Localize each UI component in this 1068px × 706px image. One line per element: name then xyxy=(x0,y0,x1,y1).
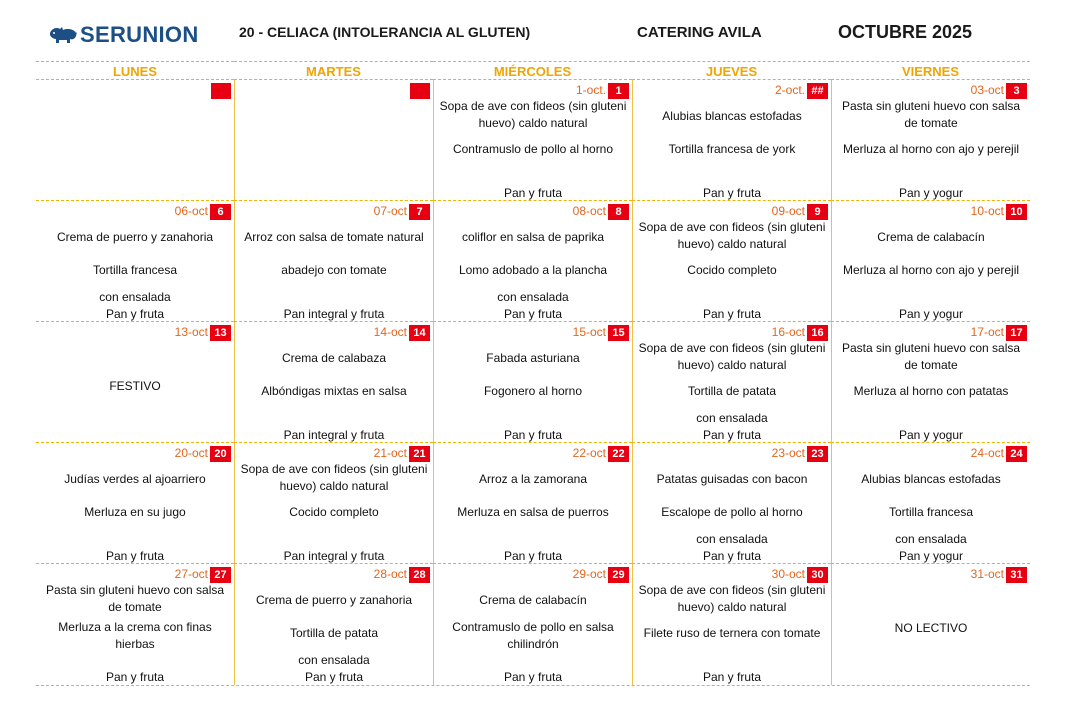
date-number-badge: 28 xyxy=(409,567,430,583)
date-number-badge: 13 xyxy=(210,325,231,341)
date-number-badge: 27 xyxy=(210,567,231,583)
second-course: Filete ruso de ternera con tomate xyxy=(643,626,821,640)
first-course: Pasta sin gluteni huevo con salsa de tomate xyxy=(841,99,1021,130)
first-course: Patatas guisadas con bacon xyxy=(656,472,808,486)
date-label: 15-oct xyxy=(572,325,606,339)
date-marker xyxy=(573,324,629,341)
date-number-badge: 24 xyxy=(1006,446,1027,462)
date-number-badge: 29 xyxy=(608,567,629,583)
date-number-badge: 21 xyxy=(409,446,430,462)
day-cell xyxy=(831,321,1030,442)
first-course: Judías verdes al ajoarriero xyxy=(64,472,206,486)
day-cell xyxy=(234,321,433,442)
first-course: Alubias blancas estofadas xyxy=(861,472,1001,486)
day-cell xyxy=(433,200,632,321)
second-course: Fogonero al horno xyxy=(483,384,583,398)
date-marker xyxy=(971,324,1027,341)
date-number-badge: 8 xyxy=(608,204,629,220)
date-number-badge: 1 xyxy=(608,83,629,99)
day-cell xyxy=(632,442,831,563)
first-course: Crema de calabaza xyxy=(281,351,387,365)
date-marker xyxy=(772,445,828,462)
date-number-badge: 30 xyxy=(807,567,828,583)
date-label: 27-oct xyxy=(174,567,208,581)
date-number-badge: 3 xyxy=(1006,83,1027,99)
second-course: abadejo con tomate xyxy=(281,263,387,277)
bull-logo-icon xyxy=(48,24,78,46)
side-dish: con ensalada xyxy=(99,290,171,304)
day-header-1: MARTES xyxy=(234,61,433,79)
date-number-badge: 23 xyxy=(807,446,828,462)
date-marker xyxy=(971,203,1027,220)
day-header-4: VIERNES xyxy=(831,61,1030,79)
dessert-bread: Pan y fruta xyxy=(702,549,762,563)
date-number-badge: 6 xyxy=(210,204,231,220)
second-course: Tortilla de patata xyxy=(687,384,777,398)
menu-title: 20 - CELIACA (INTOLERANCIA AL GLUTEN) xyxy=(239,24,531,40)
side-dish: con ensalada xyxy=(298,653,370,667)
second-course: Merluza al horno con ajo y perejil xyxy=(842,263,1020,277)
date-marker xyxy=(175,203,231,220)
date-label: 23-oct xyxy=(771,446,805,460)
second-course: Merluza a la crema con finas hierbas xyxy=(58,620,212,651)
date-number-badge: 31 xyxy=(1006,567,1027,583)
second-course: Tortilla francesa xyxy=(888,505,974,519)
date-marker xyxy=(772,324,828,341)
date-label: 14-oct xyxy=(373,325,407,339)
date-marker xyxy=(374,566,430,583)
second-course: Merluza al horno con ajo y perejil xyxy=(842,142,1020,156)
date-marker xyxy=(573,566,629,583)
second-course: Contramuslo de pollo al horno xyxy=(452,142,614,156)
date-label: 17-oct xyxy=(970,325,1004,339)
date-number-badge: 9 xyxy=(807,204,828,220)
first-course: Arroz a la zamorana xyxy=(478,472,588,486)
day-cell xyxy=(234,442,433,563)
first-course: Sopa de ave con fideos (sin gluteni huevo) caldo natural xyxy=(638,220,826,251)
date-number-badge: 17 xyxy=(1006,325,1027,341)
first-course: Fabada asturiana xyxy=(486,351,580,365)
dessert-bread: Pan y yogur xyxy=(898,428,964,442)
date-label: 22-oct xyxy=(572,446,606,460)
date-label: 1-oct. xyxy=(575,83,606,97)
second-course: Cocido completo xyxy=(687,263,777,277)
dessert-bread: Pan y fruta xyxy=(702,307,762,321)
second-course: Tortilla francesa xyxy=(92,263,178,277)
date-marker xyxy=(573,203,629,220)
brand-logo xyxy=(48,22,199,48)
closure-note: FESTIVO xyxy=(109,379,161,393)
second-course: Contramuslo de pollo en salsa chilindrón xyxy=(452,620,614,651)
second-course: Lomo adobado a la plancha xyxy=(458,263,608,277)
dessert-bread: Pan y fruta xyxy=(503,549,563,563)
second-course: Albóndigas mixtas en salsa xyxy=(261,384,407,398)
date-marker xyxy=(374,445,430,462)
day-header-3: JUEVES xyxy=(632,61,831,79)
date-number-badge: 15 xyxy=(608,325,629,341)
date-marker xyxy=(374,203,430,220)
day-cell xyxy=(632,563,831,685)
date-number-badge: 20 xyxy=(210,446,231,462)
day-cell xyxy=(36,321,234,442)
second-course: Tortilla francesa de york xyxy=(668,142,796,156)
day-cell xyxy=(831,442,1030,563)
second-course: Cocido completo xyxy=(289,505,379,519)
day-cell xyxy=(36,442,234,563)
date-label: 03-oct xyxy=(970,83,1004,97)
empty-date-badge xyxy=(211,83,231,99)
month-title: OCTUBRE 2025 xyxy=(838,22,973,42)
day-cell xyxy=(632,79,831,200)
day-cell xyxy=(234,200,433,321)
side-dish: con ensalada xyxy=(497,290,569,304)
dessert-bread: Pan integral y fruta xyxy=(283,428,385,442)
dessert-bread: Pan y fruta xyxy=(503,428,563,442)
day-cell xyxy=(234,79,433,200)
date-number-badge: 7 xyxy=(409,204,430,220)
first-course: Sopa de ave con fideos (sin gluteni huevo) caldo natural xyxy=(439,99,627,130)
date-marker xyxy=(374,324,430,341)
first-course: Sopa de ave con fideos (sin gluteni huevo) caldo natural xyxy=(638,341,826,372)
day-cell xyxy=(831,79,1030,200)
first-course: Pasta sin gluteni huevo con salsa de tomate xyxy=(45,583,225,614)
dessert-bread: Pan y yogur xyxy=(898,549,964,563)
dessert-bread: Pan y fruta xyxy=(702,186,762,200)
first-course: Crema de puerro y zanahoria xyxy=(255,593,413,607)
date-label: 09-oct xyxy=(771,204,805,218)
brand-name: SERUNION xyxy=(80,22,199,47)
date-label: 29-oct xyxy=(572,567,606,581)
date-label: 16-oct xyxy=(771,325,805,339)
first-course: Arroz con salsa de tomate natural xyxy=(244,230,424,244)
day-cell xyxy=(831,563,1030,685)
date-number-badge: 22 xyxy=(608,446,629,462)
first-course: Crema de puerro y zanahoria xyxy=(56,230,214,244)
date-marker xyxy=(775,82,828,99)
dessert-bread: Pan y yogur xyxy=(898,307,964,321)
date-marker xyxy=(576,82,629,99)
day-cell xyxy=(433,79,632,200)
second-course: Merluza al horno con patatas xyxy=(853,384,1009,398)
closure-note: NO LECTIVO xyxy=(894,621,968,635)
dessert-bread: Pan y fruta xyxy=(702,428,762,442)
first-course: Crema de calabacín xyxy=(877,230,985,244)
date-marker xyxy=(573,445,629,462)
day-cell xyxy=(36,200,234,321)
second-course: Tortilla de patata xyxy=(289,626,379,640)
dessert-bread: Pan y fruta xyxy=(105,307,165,321)
caterer-name: CATERING AVILA xyxy=(637,24,762,41)
day-header-2: MIÉRCOLES xyxy=(433,61,632,79)
date-label: 08-oct xyxy=(572,204,606,218)
day-cell xyxy=(234,563,433,685)
date-marker xyxy=(175,566,231,583)
dessert-bread: Pan y yogur xyxy=(898,186,964,200)
dessert-bread: Pan y fruta xyxy=(105,549,165,563)
date-label: 06-oct xyxy=(174,204,208,218)
dessert-bread: Pan integral y fruta xyxy=(283,549,385,563)
dessert-bread: Pan y fruta xyxy=(702,670,762,684)
second-course: Escalope de pollo al horno xyxy=(661,505,803,519)
second-course: Merluza en su jugo xyxy=(84,505,186,519)
date-marker xyxy=(971,566,1027,583)
date-number-badge: 10 xyxy=(1006,204,1027,220)
dessert-bread: Pan y fruta xyxy=(304,670,364,684)
date-marker xyxy=(410,82,430,99)
first-course: Alubias blancas estofadas xyxy=(662,109,802,123)
date-marker xyxy=(772,566,828,583)
first-course: coliflor en salsa de paprika xyxy=(461,230,605,244)
empty-date-badge xyxy=(410,83,430,99)
side-dish: con ensalada xyxy=(696,532,768,546)
date-marker xyxy=(971,82,1027,99)
second-course: Merluza en salsa de puerros xyxy=(457,505,609,519)
day-header-0: LUNES xyxy=(36,61,234,79)
date-label: 31-oct xyxy=(970,567,1004,581)
date-label: 10-oct xyxy=(970,204,1004,218)
day-cell xyxy=(36,563,234,685)
date-label: 2-oct. xyxy=(774,83,805,97)
side-dish: con ensalada xyxy=(895,532,967,546)
date-label: 28-oct xyxy=(373,567,407,581)
day-cell xyxy=(433,563,632,685)
date-label: 07-oct xyxy=(373,204,407,218)
day-cell xyxy=(632,200,831,321)
date-number-badge: ## xyxy=(807,83,828,99)
dessert-bread: Pan y fruta xyxy=(503,186,563,200)
day-cell xyxy=(831,200,1030,321)
date-marker xyxy=(772,203,828,220)
dessert-bread: Pan integral y fruta xyxy=(283,307,385,321)
dessert-bread: Pan y fruta xyxy=(503,307,563,321)
date-label: 13-oct xyxy=(174,325,208,339)
menu-calendar xyxy=(36,61,1030,686)
day-cell xyxy=(632,321,831,442)
date-label: 24-oct xyxy=(970,446,1004,460)
first-course: Crema de calabacín xyxy=(479,593,587,607)
date-number-badge: 14 xyxy=(409,325,430,341)
date-marker xyxy=(175,445,231,462)
date-number-badge: 16 xyxy=(807,325,828,341)
day-cell xyxy=(36,79,234,200)
side-dish: con ensalada xyxy=(696,411,768,425)
first-course: Pasta sin gluteni huevo con salsa de tomate xyxy=(841,341,1021,372)
date-label: 30-oct xyxy=(771,567,805,581)
first-course: Sopa de ave con fideos (sin gluteni huevo) caldo natural xyxy=(240,462,428,493)
date-marker xyxy=(211,82,231,99)
date-marker xyxy=(971,445,1027,462)
dessert-bread: Pan y fruta xyxy=(105,670,165,684)
dessert-bread: Pan y fruta xyxy=(503,670,563,684)
date-marker xyxy=(175,324,231,341)
day-cell xyxy=(433,442,632,563)
date-label: 20-oct xyxy=(174,446,208,460)
date-label: 21-oct xyxy=(373,446,407,460)
first-course: Sopa de ave con fideos (sin gluteni huevo) caldo natural xyxy=(638,583,826,614)
day-cell xyxy=(433,321,632,442)
